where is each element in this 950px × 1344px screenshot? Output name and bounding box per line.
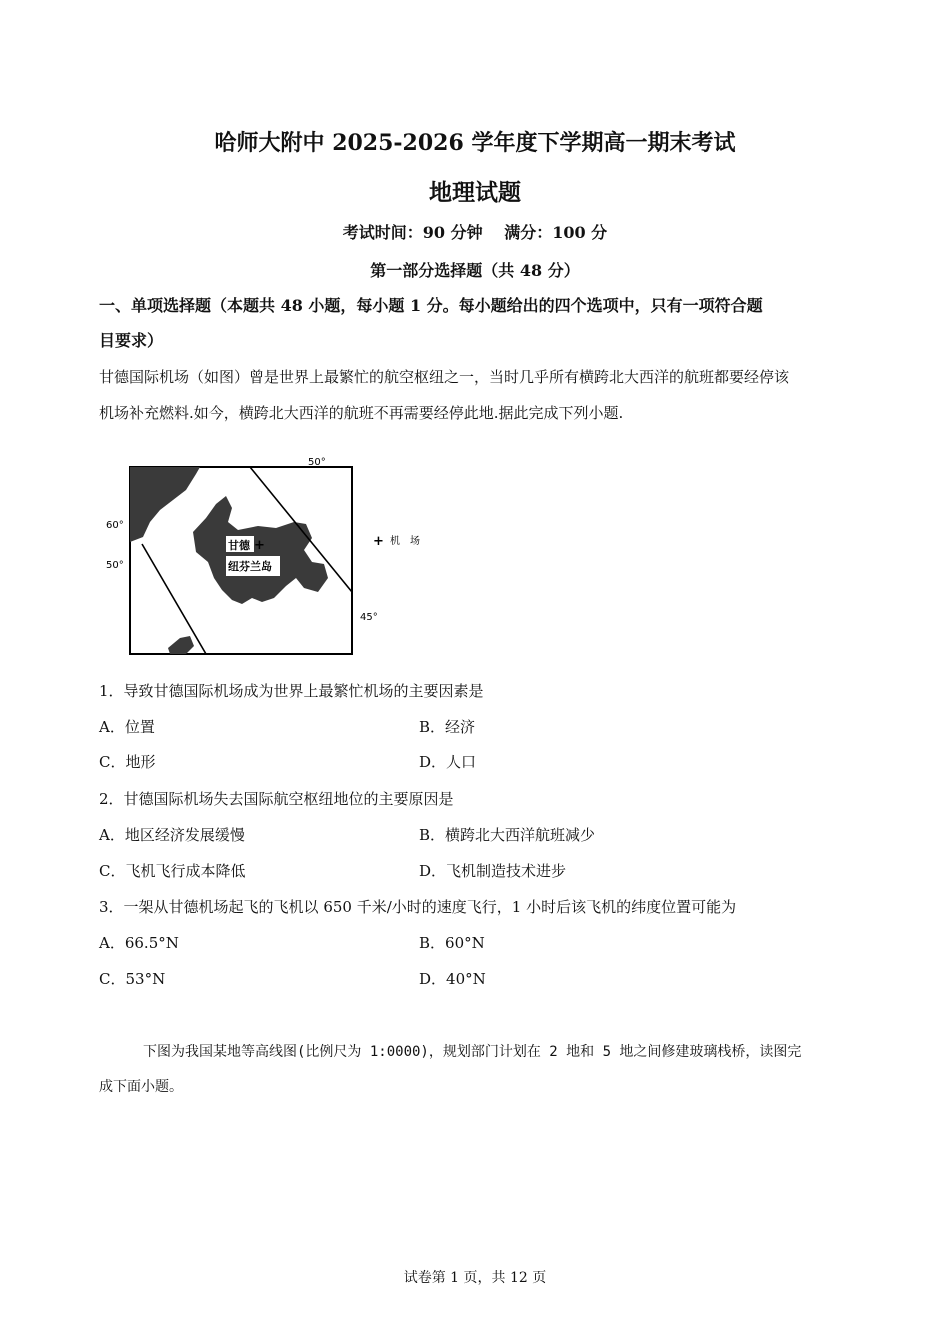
legend-airport-icon: + [373, 534, 384, 549]
intro-line1: 甘德国际机场（如图）曾是世界上最繁忙的航空枢纽之一，当时几乎所有横跨北大西洋的航班都要经停该 [99, 368, 790, 386]
intro2-line2: 成下面小题。 [99, 1079, 183, 1095]
section-heading-line1: 一、单项选择题（本题共 48 小题，每小题 1 分。每小题给出的四个选项中，只有一项符合题 [99, 296, 763, 315]
question-3-option-c[interactable]: C．53°N [99, 970, 166, 988]
question-1-option-d[interactable]: D．人口 [419, 753, 477, 771]
lat-60-label: 60° [106, 520, 124, 531]
paper-subtitle: 地理试题 [429, 179, 521, 206]
airport-marker-icon: + [254, 538, 265, 553]
section-heading-line2: 目要求） [99, 331, 164, 350]
exam-info: 考试时间：90 分钟 满分：100 分 [342, 223, 608, 242]
gander-label: 甘德 [228, 539, 250, 552]
question-2-option-d[interactable]: D．飞机制造技术进步 [419, 862, 567, 880]
lat-50-label: 50° [106, 560, 124, 571]
question-1-option-a[interactable]: A．位置 [99, 718, 155, 736]
exam-title: 哈师大附中 2025-2026 学年度下学期高一期末考试 [214, 130, 736, 156]
question-2-stem: 2．甘德国际机场失去国际航空枢纽地位的主要原因是 [99, 790, 454, 808]
part-title: 第一部分选择题（共 48 分） [370, 261, 580, 280]
question-3-option-b[interactable]: B．60°N [419, 934, 485, 952]
intro2-line1: 下图为我国某地等高线图(比例尺为 1:0000)，规划部门计划在 2 地和 5 地之间修建玻璃栈桥，读图完 [143, 1044, 802, 1060]
gander-map [98, 452, 458, 662]
legend-label: 机 场 [390, 536, 420, 547]
question-1-stem: 1．导致甘德国际机场成为世界上最繁忙机场的主要因素是 [99, 682, 484, 700]
lat-45-label: 45° [360, 612, 378, 623]
lat-top-label: 50° [308, 457, 326, 468]
question-2-option-a[interactable]: A．地区经济发展缓慢 [99, 826, 245, 844]
page-footer: 试卷第 1 页，共 12 页 [403, 1270, 547, 1286]
question-2-option-c[interactable]: C．飞机飞行成本降低 [99, 862, 246, 880]
intro-line2: 机场补充燃料.如今，横跨北大西洋的航班不再需要经停此地.据此完成下列小题. [99, 404, 624, 422]
question-2-option-b[interactable]: B．横跨北大西洋航班减少 [419, 826, 596, 844]
island-label: 纽芬兰岛 [228, 560, 272, 573]
question-3-stem: 3．一架从甘德机场起飞的飞机以 650 千米/小时的速度飞行，1 小时后该飞机的纬度位置可能为 [99, 898, 737, 916]
question-3-option-a[interactable]: A．66.5°N [99, 934, 179, 952]
question-1-option-c[interactable]: C．地形 [99, 753, 156, 771]
question-1-option-b[interactable]: B．经济 [419, 718, 476, 736]
question-3-option-d[interactable]: D．40°N [419, 970, 486, 988]
